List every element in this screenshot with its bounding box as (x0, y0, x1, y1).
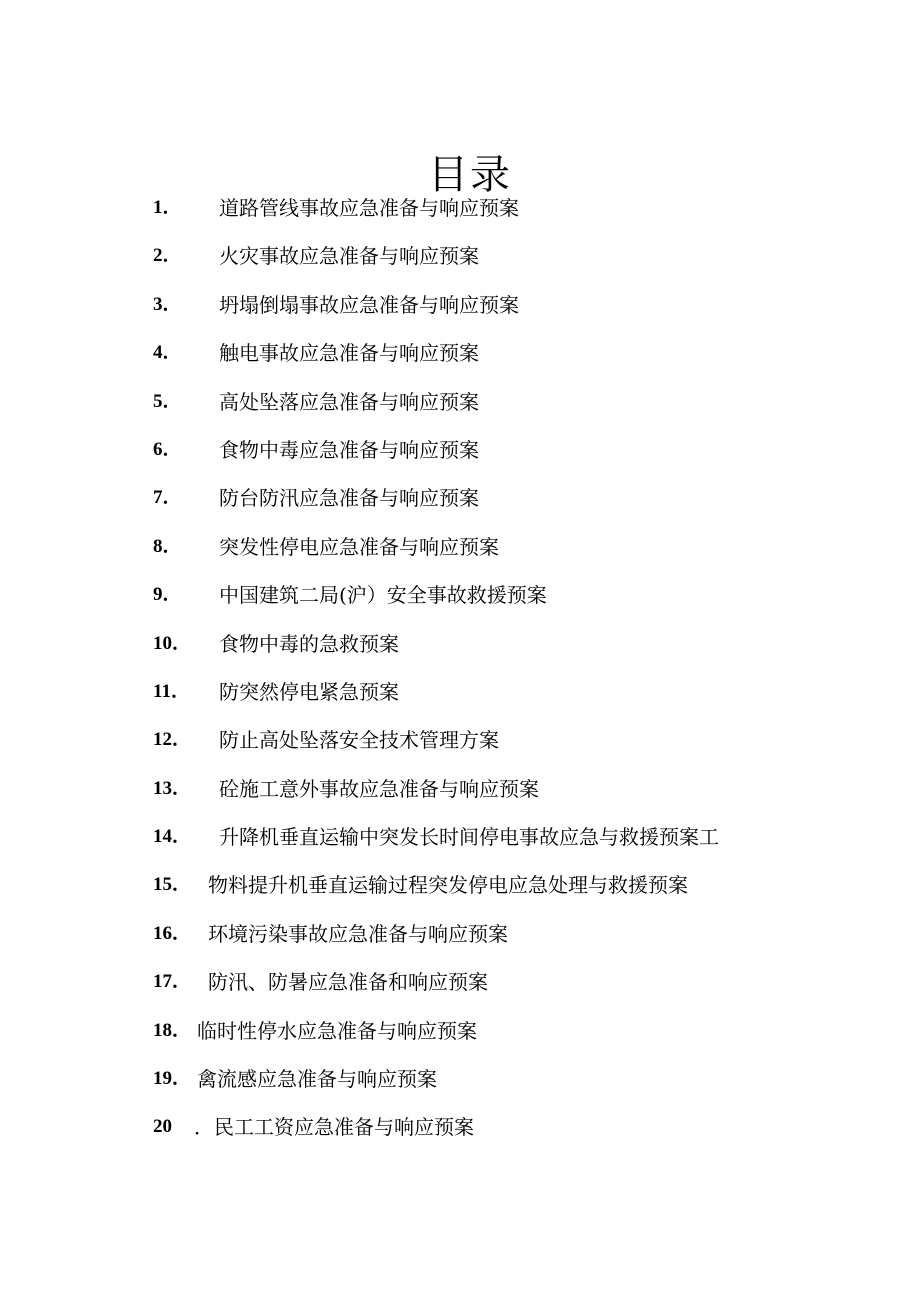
toc-entry-8 (153, 527, 893, 575)
toc-entry-2 (153, 236, 893, 284)
toc-entry-3 (153, 285, 893, 333)
toc-entry-15 (153, 865, 893, 913)
toc-entry-10 (153, 624, 893, 672)
toc-title: 食物中毒应急准备与响应预案 (219, 437, 479, 462)
toc-number: 10． (153, 632, 192, 654)
toc-number: 17． (153, 971, 192, 993)
toc-number: 12． (153, 729, 192, 751)
toc-title: 防止高处坠落安全技术管理方案 (219, 728, 499, 753)
toc-title: 防突然停电紧急预案 (219, 679, 399, 704)
toc-entry-4 (153, 333, 893, 381)
toc-title: 火灾事故应急准备与响应预案 (219, 244, 479, 269)
toc-number: 15． (153, 874, 192, 896)
toc-title: 临时性停水应急准备与响应预案 (197, 1018, 477, 1043)
toc-number: 13． (153, 777, 192, 799)
toc-entry-16 (153, 914, 893, 962)
toc-title: 中国建筑二局(沪）安全事故救援预案 (219, 583, 547, 608)
toc-entry-6 (153, 430, 893, 478)
toc-entry-1 (153, 188, 893, 236)
toc-number: 19． (153, 1068, 192, 1090)
toc-number: 8． (153, 535, 182, 557)
toc-entry-13 (153, 769, 893, 817)
toc-entry-18 (153, 1011, 893, 1059)
toc-title: 砼施工意外事故应急准备与响应预案 (219, 776, 539, 801)
toc-number: 5． (153, 390, 182, 412)
toc-entry-17 (153, 962, 893, 1010)
toc-title: 物料提升机垂直运输过程突发停电应急处理与救援预案 (208, 873, 688, 898)
toc-entry-9 (153, 575, 893, 623)
toc-title: 升降机垂直运输中突发长时间停电事故应急与救援预案工 (219, 825, 719, 850)
toc-entry-5 (153, 382, 893, 430)
toc-title: 禽流感应急准备与响应预案 (197, 1067, 437, 1092)
toc-number: 18． (153, 1019, 192, 1041)
toc-number: 16． (153, 922, 192, 944)
page-title: 目录 (428, 151, 512, 198)
toc-number: 14． (153, 826, 192, 848)
toc-number: 2． (153, 245, 182, 267)
toc-entry-11 (153, 672, 893, 720)
toc-title: 高处坠落应急准备与响应预案 (219, 389, 479, 414)
toc-title: 防汛、防暑应急准备和响应预案 (208, 970, 488, 995)
toc-number: 3． (153, 293, 182, 315)
toc-entry-19 (153, 1059, 893, 1107)
toc-number: 9． (153, 584, 182, 606)
toc-title: 道路管线事故应急准备与响应预案 (219, 196, 519, 220)
toc-entry-7 (153, 478, 893, 526)
table-of-contents (153, 188, 893, 1156)
toc-title: 环境污染事故应急准备与响应预案 (208, 921, 508, 946)
toc-number: 6． (153, 438, 182, 460)
toc-title: 坍塌倒塌事故应急准备与响应预案 (219, 292, 519, 317)
toc-title: ．民工工资应急准备与响应预案 (194, 1115, 474, 1140)
toc-title: 触电事故应急准备与响应预案 (219, 341, 479, 366)
toc-entry-20 (153, 1107, 893, 1155)
toc-title: 防台防汛应急准备与响应预案 (219, 486, 479, 511)
toc-number: 11． (153, 680, 190, 702)
toc-number: 1． (153, 197, 182, 218)
toc-number: 20 (153, 1116, 172, 1138)
toc-title: 食物中毒的急救预案 (219, 631, 399, 656)
toc-number: 4． (153, 342, 182, 364)
toc-number: 7． (153, 487, 182, 509)
toc-entry-12 (153, 720, 893, 768)
toc-title: 突发性停电应急准备与响应预案 (219, 534, 499, 559)
toc-entry-14 (153, 817, 893, 865)
